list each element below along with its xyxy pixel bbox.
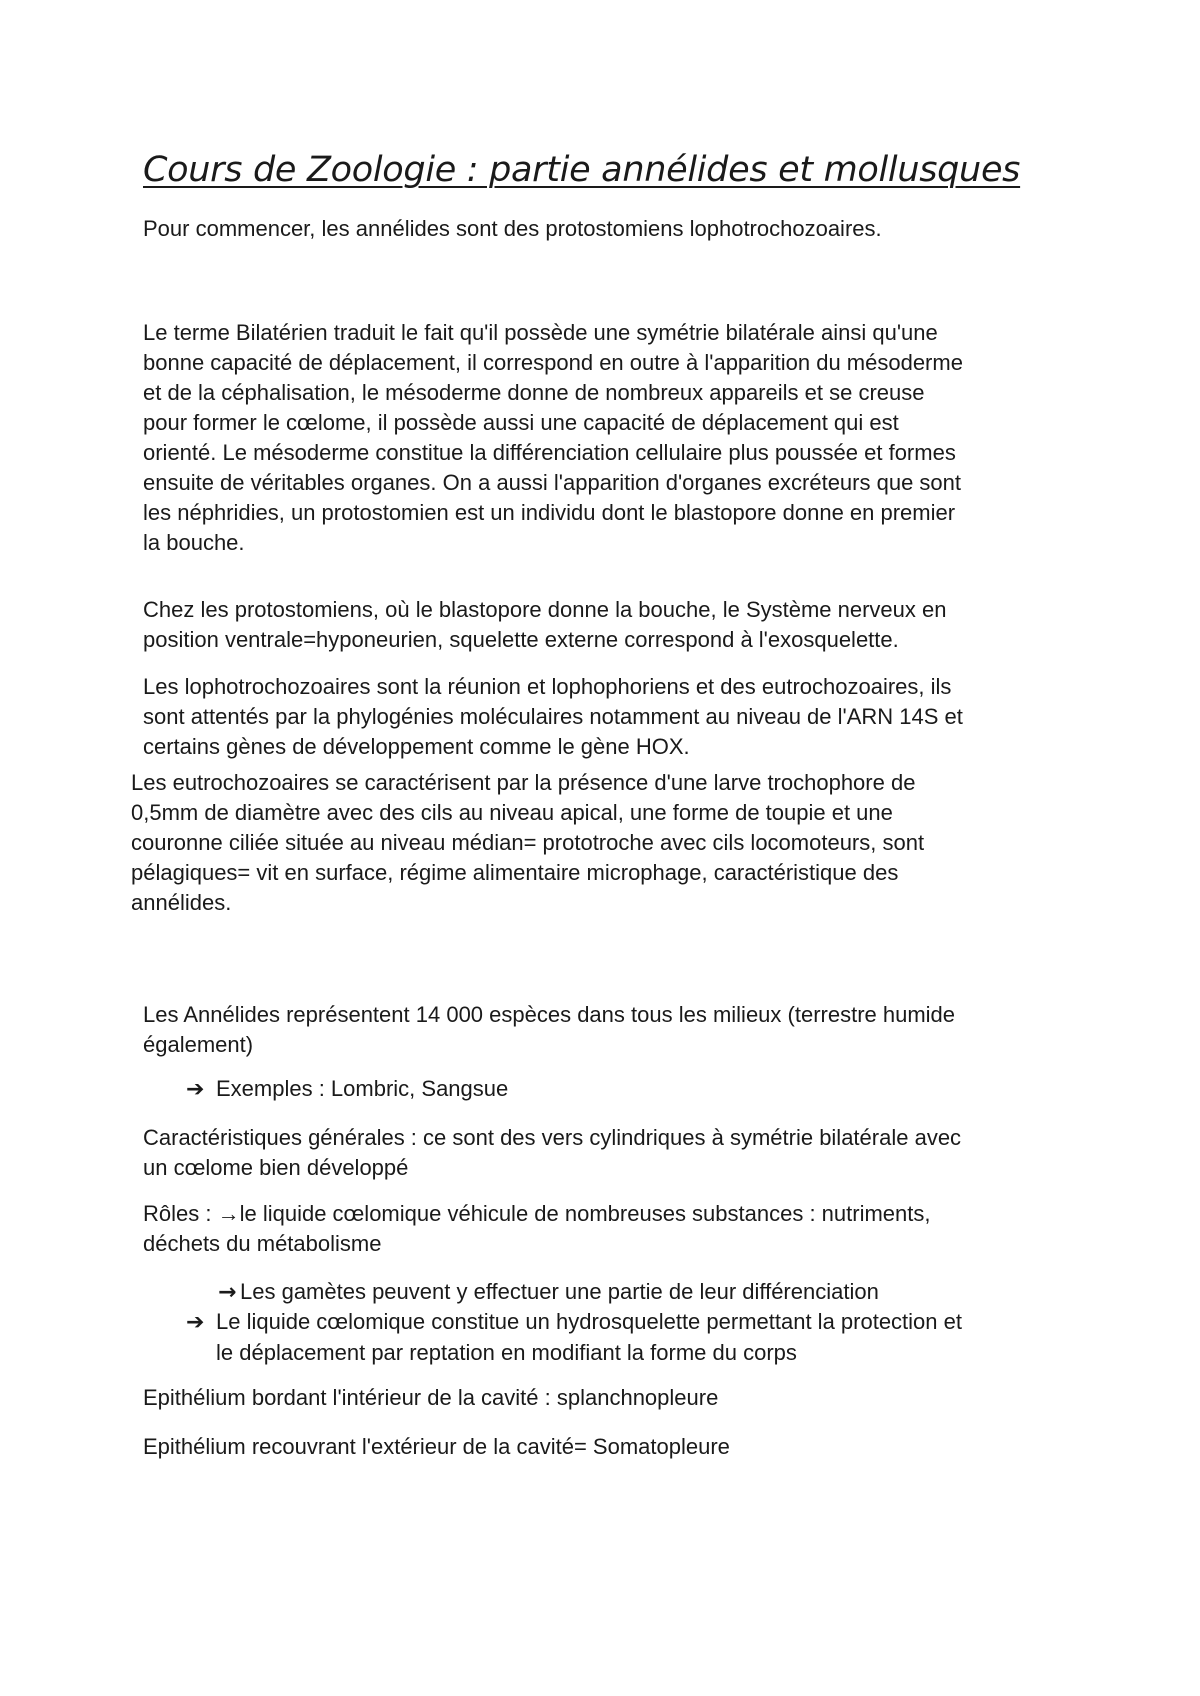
eutrochozoaires-line: annélides.: [131, 890, 232, 915]
caracteristiques-line: Caractéristiques générales : ce sont des vers cylindriques à symétrie bilatérale avec: [143, 1125, 962, 1150]
eutrochozoaires-line: 0,5mm de diamètre avec des cils au niveau apical, une forme de toupie et une: [131, 800, 893, 825]
bilaterien-line: pour former le cœlome, il possède aussi une capacité de déplacement qui est: [143, 410, 899, 435]
bilaterien-paragraph: [143, 318, 1063, 558]
eutrochozoaires-line: couronne ciliée située au niveau médian= prototroche avec cils locomoteurs, sont: [131, 830, 925, 855]
eutrochozoaires-line: Les eutrochozoaires se caractérisent par la présence d'une larve trochophore de: [131, 770, 916, 795]
protostomiens-line: Chez les protostomiens, où le blastopore donne la bouche, le Système nerveux en: [143, 597, 947, 622]
document-title: Cours de Zoologie : partie annélides et mollusques: [143, 150, 1021, 190]
annelides-line: Les Annélides représentent 14 000 espèces dans tous les milieux (terrestre humide: [143, 1002, 956, 1027]
lophotrochozoaires-line: sont attentés par la phylogénies moléculaires notamment au niveau de l'ARN 14S et: [143, 704, 963, 729]
gametes-text: Les gamètes peuvent y effectuer une partie de leur différenciation: [240, 1279, 879, 1304]
roles-line: [143, 1199, 1063, 1229]
bilaterien-line: Le terme Bilatérien traduit le fait qu'il possède une symétrie bilatérale ainsi qu'une: [143, 320, 938, 345]
arrow-right-icon: ➔: [186, 1310, 205, 1335]
bilaterien-line: la bouche.: [143, 530, 245, 555]
caracteristiques-line: un cœlome bien développé: [143, 1155, 409, 1180]
roles-prefix: Rôles :: [143, 1201, 218, 1226]
exemples-item: [186, 1074, 508, 1105]
intro-paragraph: Pour commencer, les annélides sont des protostomiens lophotrochozoaires.: [143, 216, 882, 241]
bilaterien-line: orienté. Le mésoderme constitue la différenciation cellulaire plus poussée et formes: [143, 440, 956, 465]
annelides-line: également): [143, 1032, 254, 1057]
protostomiens-paragraph: [143, 595, 1063, 655]
hydrosquelette-item: [186, 1307, 962, 1368]
lophotrochozoaires-line: Les lophotrochozoaires sont la réunion et lophophoriens et des eutrochozoaires, ils: [143, 674, 952, 699]
hydrosquelette-line: le déplacement par reptation en modifiant la forme du corps: [216, 1340, 797, 1365]
bilaterien-line: ensuite de véritables organes. On a aussi l'apparition d'organes excréteurs que sont: [143, 470, 962, 495]
roles-text: le liquide cœlomique véhicule de nombreuses substances : nutriments,: [239, 1201, 931, 1226]
arrow-right-icon: ➔: [186, 1077, 205, 1102]
arrow-right-icon: →: [217, 1201, 240, 1226]
hydrosquelette-line: [186, 1307, 962, 1338]
lophotrochozoaires-line: certains gènes de développement comme le gène HOX.: [143, 734, 690, 759]
caracteristiques-paragraph: [143, 1123, 1063, 1183]
gametes-item: [218, 1277, 879, 1308]
hydrosquelette-text: Le liquide cœlomique constitue un hydrosquelette permettant la protection et: [216, 1309, 962, 1334]
exemples-text: Exemples : Lombric, Sangsue: [216, 1076, 509, 1101]
protostomiens-line: position ventrale=hyponeurien, squelette externe correspond à l'exosquelette.: [143, 627, 899, 652]
bilaterien-line: bonne capacité de déplacement, il correspond en outre à l'apparition du mésoderme: [143, 350, 963, 375]
eutrochozoaires-paragraph: [131, 768, 1071, 918]
roles-line: déchets du métabolisme: [143, 1231, 382, 1256]
lophotrochozoaires-paragraph: [143, 672, 1063, 762]
arrow-right-icon: →: [218, 1280, 237, 1305]
bilaterien-line: et de la céphalisation, le mésoderme donne de nombreux appareils et se creuse: [143, 380, 925, 405]
splanchnopleure-paragraph: Epithélium bordant l'intérieur de la cavité : splanchnopleure: [143, 1385, 719, 1410]
roles-paragraph: [143, 1199, 1063, 1259]
bilaterien-line: les néphridies, un protostomien est un individu dont le blastopore donne en premier: [143, 500, 956, 525]
annelides-paragraph: [143, 1000, 1063, 1060]
somatopleure-paragraph: Epithélium recouvrant l'extérieur de la cavité= Somatopleure: [143, 1434, 730, 1459]
eutrochozoaires-line: pélagiques= vit en surface, régime alimentaire microphage, caractéristique des: [131, 860, 899, 885]
